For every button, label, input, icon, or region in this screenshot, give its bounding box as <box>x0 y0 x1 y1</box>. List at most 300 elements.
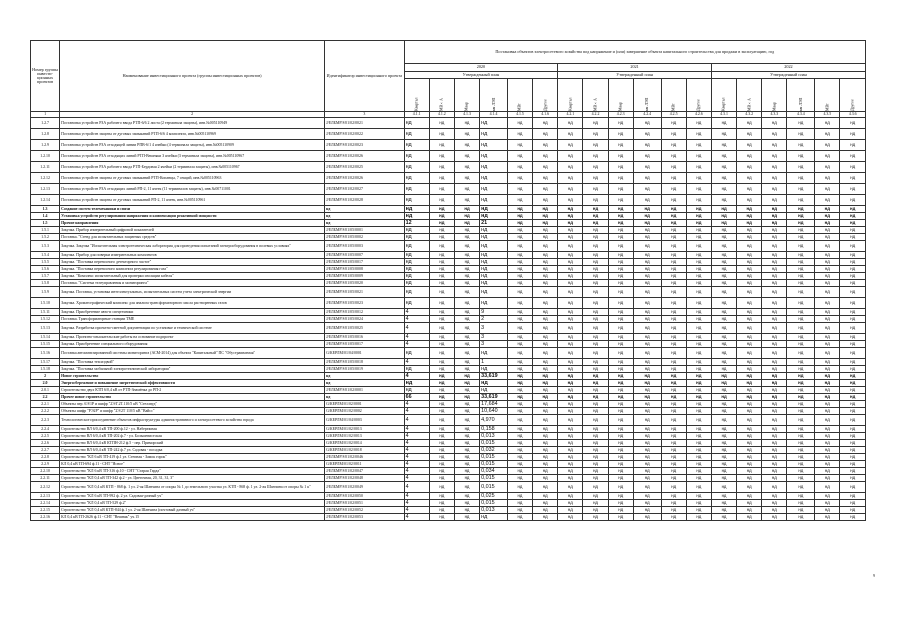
value-cell: нд <box>507 323 532 334</box>
header-colnum: 4.1.4 <box>480 112 508 118</box>
row-number: 1.5.18 <box>31 366 60 373</box>
value-cell: нд <box>787 380 815 387</box>
value-cell: нд <box>787 316 815 323</box>
value-cell: нд <box>507 433 532 440</box>
value-cell: нд <box>583 129 608 140</box>
value-cell: нд <box>558 373 583 380</box>
table-row <box>31 118 866 129</box>
value-cell: 4 <box>404 323 429 334</box>
value-cell: нд <box>840 129 866 140</box>
value-cell: нд <box>815 366 840 373</box>
value-cell: нд <box>815 227 840 234</box>
table-row <box>31 468 866 475</box>
row-name: Строительство ВЛ 6/0,4 кВ ТП-242 ф.7 ул. Садовая - посадка <box>60 447 325 454</box>
row-name: Строительство "КЛ 0,4 кВ КТП-844 ф.1 ул. 2-ая Шанчина (почтовый дачный уч" <box>60 507 325 514</box>
value-cell: нд <box>429 140 454 151</box>
value-cell: нд <box>661 507 686 514</box>
table-row <box>31 287 866 298</box>
row-name: Установка устройств регулирования напряжения и компенсации реактивной мощности <box>60 213 325 220</box>
value-cell: нд <box>454 298 479 309</box>
value-cell: нд <box>558 287 583 298</box>
value-cell: нд <box>429 184 454 195</box>
value-cell: нд <box>633 266 661 273</box>
value-cell: нд <box>558 341 583 348</box>
value-cell: нд <box>454 348 479 359</box>
value-cell: нд <box>661 440 686 447</box>
value-cell: нд <box>608 151 633 162</box>
value-cell: нд <box>583 461 608 468</box>
header-num: Номер группы инвести-ционных проектов <box>31 41 60 112</box>
row-name: Закупка. Прибор для поверки измерительных комплектов <box>60 252 325 259</box>
row-number: 1.5.5 <box>31 259 60 266</box>
value-cell: нд <box>686 500 711 507</box>
value-cell: нд <box>762 323 787 334</box>
value-cell: нд <box>711 206 736 213</box>
value-cell: нд <box>787 273 815 280</box>
value-cell: нд <box>787 461 815 468</box>
value-cell: нд <box>558 454 583 461</box>
value-cell: нд <box>533 500 558 507</box>
row-number: 2.2.14 <box>31 500 60 507</box>
value-cell: нд <box>404 195 429 206</box>
header-subcol: км ЛЭП <box>480 79 508 112</box>
value-cell: нд <box>661 323 686 334</box>
value-cell: нд <box>429 298 454 309</box>
row-name: Закупка. Прибор измерительный цифровой показателей <box>60 227 325 234</box>
value-cell: нд <box>815 220 840 227</box>
value-cell: нд <box>583 162 608 173</box>
value-cell: нд <box>762 514 787 521</box>
table-row <box>31 162 866 173</box>
value-cell: 3 <box>480 323 508 334</box>
value-cell: нд <box>429 507 454 514</box>
value-cell: нд <box>815 454 840 461</box>
value-cell: нд <box>608 273 633 280</box>
value-cell: 4 <box>404 475 429 482</box>
value-cell: нд <box>787 129 815 140</box>
value-cell: 4 <box>404 334 429 341</box>
value-cell: нд <box>507 298 532 309</box>
value-cell: нд <box>480 173 508 184</box>
value-cell: нд <box>429 234 454 241</box>
row-number: 2.2.6 <box>31 440 60 447</box>
value-cell: нд <box>558 316 583 323</box>
value-cell: нд <box>633 454 661 461</box>
row-number: 2.2.9 <box>31 461 60 468</box>
row-name: Строительство "КЛ 6 кВ ТП-992 ф. 2 ул. Садовая-дачный уч" <box>60 493 325 500</box>
value-cell: нд <box>558 514 583 521</box>
value-cell: нд <box>840 461 866 468</box>
value-cell: нд <box>762 341 787 348</box>
header-subcol: МВ×А <box>737 79 762 112</box>
value-cell: нд <box>404 118 429 129</box>
value-cell: 4 <box>404 454 429 461</box>
value-cell: нд <box>583 206 608 213</box>
value-cell: нд <box>633 140 661 151</box>
value-cell: 4 <box>404 482 429 493</box>
value-cell: нд <box>686 366 711 373</box>
value-cell: нд <box>429 206 454 213</box>
value-cell: нд <box>583 227 608 234</box>
row-number: 1.5.13 <box>31 323 60 334</box>
value-cell: нд <box>404 173 429 184</box>
value-cell: нд <box>737 234 762 241</box>
value-cell: нд <box>507 415 532 426</box>
value-cell: нд <box>429 323 454 334</box>
value-cell: нд <box>815 316 840 323</box>
value-cell: нд <box>429 316 454 323</box>
header-colnum: 4.3.4 <box>787 112 815 118</box>
row-id: J/ЕЛБМРЭ/01/02/0025 <box>325 162 404 173</box>
value-cell: нд <box>633 259 661 266</box>
value-cell: нд <box>507 380 532 387</box>
value-cell: нд <box>429 173 454 184</box>
value-cell: нд <box>686 334 711 341</box>
value-cell: нд <box>558 323 583 334</box>
value-cell: нд <box>737 426 762 433</box>
value-cell: нд <box>787 373 815 380</box>
value-cell: нд <box>558 447 583 454</box>
value-cell: нд <box>454 184 479 195</box>
value-cell: нд <box>787 309 815 316</box>
value-cell: нд <box>840 401 866 408</box>
table-row <box>31 140 866 151</box>
value-cell: нд <box>454 493 479 500</box>
table-row <box>31 252 866 259</box>
value-cell: нд <box>633 173 661 184</box>
row-number: 1.5.4 <box>31 252 60 259</box>
header-super-title: Постановка объектов электросетевого хозяйства под напряжение и (или) завершение объекта капитального строительства для продажи в эксплуатацию, год <box>404 41 865 64</box>
value-cell: нд <box>583 454 608 461</box>
value-cell: нд <box>711 447 736 454</box>
value-cell: нд <box>608 309 633 316</box>
value-cell: нд <box>737 348 762 359</box>
value-cell: 4 <box>404 426 429 433</box>
value-cell: нд <box>737 373 762 380</box>
value-cell: нд <box>686 184 711 195</box>
value-cell: нд <box>661 273 686 280</box>
value-cell: нд <box>787 162 815 173</box>
row-id: G/КЕРЛМ/01/02/0018 <box>325 447 404 454</box>
value-cell: нд <box>480 366 508 373</box>
value-cell: нд <box>633 195 661 206</box>
value-cell: нд <box>840 234 866 241</box>
value-cell: нд <box>787 213 815 220</box>
value-cell: нд <box>583 280 608 287</box>
value-cell: нд <box>404 129 429 140</box>
value-cell: нд <box>558 241 583 252</box>
row-name: Прочие направления <box>60 220 325 227</box>
value-cell: нд <box>815 359 840 366</box>
header-year: 2022 <box>711 64 865 72</box>
value-cell: нд <box>633 334 661 341</box>
value-cell: нд <box>633 206 661 213</box>
value-cell: нд <box>507 454 532 461</box>
value-cell: нд <box>608 366 633 373</box>
value-cell: нд <box>711 227 736 234</box>
value-cell: 4 <box>404 408 429 415</box>
value-cell: нд <box>762 266 787 273</box>
row-number: 2.2.12 <box>31 482 60 493</box>
value-cell: нд <box>454 408 479 415</box>
row-id: J/ЕЛБМРЭ/01/05/0007 <box>325 252 404 259</box>
header-year: 2021 <box>558 64 712 72</box>
value-cell: нд <box>429 266 454 273</box>
table-row <box>31 151 866 162</box>
header-subcol: Мвар <box>454 79 479 112</box>
value-cell: нд <box>533 359 558 366</box>
value-cell: нд <box>815 234 840 241</box>
row-number: 1.2.7 <box>31 118 60 129</box>
value-cell: нд <box>583 309 608 316</box>
value-cell: нд <box>711 426 736 433</box>
value-cell: нд <box>840 507 866 514</box>
value-cell: нд <box>583 241 608 252</box>
value-cell: нд <box>815 348 840 359</box>
table-row <box>31 206 866 213</box>
value-cell: нд <box>840 323 866 334</box>
value-cell: нд <box>608 173 633 184</box>
value-cell: нд <box>711 151 736 162</box>
row-number: 2.2.7 <box>31 447 60 454</box>
value-cell: нд <box>429 493 454 500</box>
value-cell: нд <box>404 234 429 241</box>
row-name: Объекты пер. 6Э/1Р и шифр "2Э/Г.2Т.110/5 кВ "Стеллвуд" <box>60 401 325 408</box>
value-cell: нд <box>815 140 840 151</box>
value-cell: нд <box>454 129 479 140</box>
table-row <box>31 359 866 366</box>
value-cell: нд <box>454 118 479 129</box>
value-cell: нд <box>480 184 508 195</box>
value-cell: 10,640 <box>480 408 508 415</box>
value-cell: нд <box>404 151 429 162</box>
value-cell: нд <box>686 241 711 252</box>
row-name: Технологическое присоединение объектов инфраструктуры административного и электросетевого хозяйства города <box>60 415 325 426</box>
value-cell: нд <box>507 366 532 373</box>
value-cell: нд <box>480 280 508 287</box>
value-cell: нд <box>480 380 508 387</box>
row-number: 1.5.15 <box>31 341 60 348</box>
value-cell: нд <box>815 259 840 266</box>
value-cell: нд <box>762 206 787 213</box>
value-cell: 4 <box>404 373 429 380</box>
value-cell: нд <box>686 234 711 241</box>
value-cell: нд <box>533 287 558 298</box>
value-cell: нд <box>661 415 686 426</box>
value-cell: нд <box>429 162 454 173</box>
value-cell: нд <box>815 280 840 287</box>
value-cell: нд <box>815 213 840 220</box>
value-cell: нд <box>686 118 711 129</box>
value-cell: нд <box>762 348 787 359</box>
table-row <box>31 129 866 140</box>
row-name: Строительство "КЛ 6 кВ ТП-419 ф.1 ул. Степная - Замок горок" <box>60 454 325 461</box>
value-cell: нд <box>583 468 608 475</box>
value-cell: нд <box>608 493 633 500</box>
value-cell: нд <box>480 266 508 273</box>
value-cell: нд <box>686 195 711 206</box>
value-cell: нд <box>840 514 866 521</box>
value-cell: нд <box>583 493 608 500</box>
value-cell: 0,015 <box>480 440 508 447</box>
value-cell: нд <box>633 234 661 241</box>
value-cell: нд <box>429 280 454 287</box>
value-cell: нд <box>686 440 711 447</box>
value-cell: нд <box>633 507 661 514</box>
value-cell: нд <box>608 387 633 394</box>
investment-table <box>30 40 866 521</box>
value-cell: нд <box>633 348 661 359</box>
value-cell: нд <box>686 162 711 173</box>
table-row <box>31 241 866 252</box>
value-cell: нд <box>507 359 532 366</box>
value-cell: нд <box>661 129 686 140</box>
value-cell: нд <box>661 213 686 220</box>
value-cell: нд <box>661 259 686 266</box>
value-cell: нд <box>686 206 711 213</box>
value-cell: нд <box>711 468 736 475</box>
value-cell: нд <box>454 415 479 426</box>
value-cell: нд <box>686 493 711 500</box>
value-cell: нд <box>737 341 762 348</box>
value-cell: нд <box>815 401 840 408</box>
value-cell: нд <box>737 173 762 184</box>
value-cell: нд <box>661 140 686 151</box>
row-number: 2.2.8 <box>31 454 60 461</box>
value-cell: нд <box>454 195 479 206</box>
value-cell: нд <box>840 440 866 447</box>
row-number: 2.2.4 <box>31 426 60 433</box>
row-name: Постановка устройств РЗА отходящих линий РТП-Вешняки 3 ячейки (3 терминала защиты), инв.№005110967 <box>60 151 325 162</box>
value-cell: нд <box>608 213 633 220</box>
value-cell: нд <box>454 273 479 280</box>
value-cell: нд <box>558 482 583 493</box>
value-cell: нд <box>583 401 608 408</box>
value-cell: нд <box>840 184 866 195</box>
value-cell: нд <box>608 447 633 454</box>
value-cell: нд <box>815 129 840 140</box>
header-colnum: 4.1.1 <box>404 112 429 118</box>
row-name: КЛ 0,4 кВ ТП-694 ф.11 - СНТ "Ясное" <box>60 461 325 468</box>
value-cell: нд <box>633 184 661 195</box>
value-cell: нд <box>737 151 762 162</box>
value-cell: нд <box>507 151 532 162</box>
value-cell: нд <box>558 220 583 227</box>
value-cell: нд <box>633 280 661 287</box>
value-cell: нд <box>533 129 558 140</box>
value-cell: нд <box>661 162 686 173</box>
value-cell: 4 <box>404 493 429 500</box>
value-cell: нд <box>762 380 787 387</box>
header-colnum: 4.3.1 <box>711 112 736 118</box>
value-cell: нд <box>633 213 661 220</box>
value-cell: нд <box>558 266 583 273</box>
value-cell: нд <box>686 252 711 259</box>
value-cell: нд <box>608 334 633 341</box>
value-cell: нд <box>686 380 711 387</box>
value-cell: нд <box>454 309 479 316</box>
row-name: Поставка. "Стенд для испытательных защитных средств" <box>60 234 325 241</box>
value-cell: нд <box>737 514 762 521</box>
value-cell: нд <box>661 433 686 440</box>
row-name: Строительство "КЛ 0,4 кВ ТП-342 ф.2 - ул. Цветочная, 20, 31, 31, 3" <box>60 475 325 482</box>
value-cell: нд <box>737 213 762 220</box>
value-cell: нд <box>737 408 762 415</box>
value-cell: 17,684 <box>480 401 508 408</box>
value-cell: нд <box>815 468 840 475</box>
value-cell: нд <box>507 514 532 521</box>
value-cell: нд <box>840 475 866 482</box>
value-cell: нд <box>840 380 866 387</box>
value-cell: нд <box>583 482 608 493</box>
row-name: Постановка устройств защиты от дуговых замыканий РТП-Копанцы, 7 секций, инв.№005110963 <box>60 173 325 184</box>
value-cell: нд <box>686 514 711 521</box>
value-cell: нд <box>840 454 866 461</box>
value-cell: нд <box>608 433 633 440</box>
value-cell: нд <box>429 415 454 426</box>
value-cell: нд <box>711 316 736 323</box>
value-cell: нд <box>686 151 711 162</box>
value-cell: нд <box>762 298 787 309</box>
row-number: 1.5.17 <box>31 359 60 366</box>
value-cell: нд <box>608 241 633 252</box>
value-cell: нд <box>711 348 736 359</box>
row-id: G/КЕРЛМ/01/02/0002 <box>325 408 404 415</box>
value-cell: нд <box>815 373 840 380</box>
value-cell: нд <box>787 151 815 162</box>
value-cell: нд <box>583 366 608 373</box>
value-cell: нд <box>840 195 866 206</box>
table-row <box>31 234 866 241</box>
value-cell: нд <box>507 468 532 475</box>
value-cell: нд <box>787 507 815 514</box>
value-cell: нд <box>558 213 583 220</box>
value-cell: нд <box>533 366 558 373</box>
value-cell: нд <box>454 359 479 366</box>
value-cell: нд <box>815 151 840 162</box>
value-cell: нд <box>533 316 558 323</box>
value-cell: нд <box>815 482 840 493</box>
value-cell: нд <box>608 129 633 140</box>
value-cell: нд <box>787 266 815 273</box>
value-cell: нд <box>840 359 866 366</box>
row-name: Закупка. Поставка, установка интеллектуальных, испытательных систем учета электрической энергии <box>60 287 325 298</box>
value-cell: нд <box>507 493 532 500</box>
value-cell: нд <box>608 220 633 227</box>
value-cell: нд <box>429 359 454 366</box>
value-cell: нд <box>815 493 840 500</box>
value-cell: нд <box>686 341 711 348</box>
value-cell: нд <box>633 129 661 140</box>
value-cell: нд <box>507 447 532 454</box>
value-cell: нд <box>737 380 762 387</box>
value-cell: 4,970 <box>480 415 508 426</box>
value-cell: нд <box>737 507 762 514</box>
value-cell: нд <box>404 241 429 252</box>
value-cell: нд <box>404 213 429 220</box>
value-cell: нд <box>507 341 532 348</box>
value-cell: нд <box>533 440 558 447</box>
value-cell: нд <box>737 394 762 401</box>
value-cell: нд <box>480 273 508 280</box>
row-name: Строительство ВЛ 6/0,4 кВ ТП-202 ф.7 - ул. Большевистская <box>60 433 325 440</box>
value-cell: нд <box>815 514 840 521</box>
row-name: Постановка устройств РЗА рабочего ввода РТП-6/6 2 листа (2 терминала защиты), инв.№005110949 <box>60 118 325 129</box>
header-subcol: км ЛЭП <box>633 79 661 112</box>
value-cell: нд <box>533 387 558 394</box>
value-cell: нд <box>533 273 558 280</box>
row-id: J/ЕЛБМРЭ/01/02/0052 <box>325 507 404 514</box>
